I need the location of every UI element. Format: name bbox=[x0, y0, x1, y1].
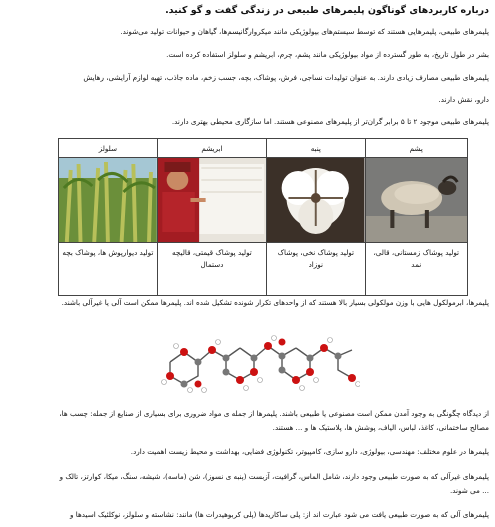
sheep-image bbox=[366, 158, 467, 242]
table-header-wool: پشم bbox=[365, 139, 467, 158]
paragraph-uses-line2: دارو، نقش دارند. bbox=[438, 95, 489, 104]
caption-cotton: تولید پوشاک نخی، پوشاک نوزاد bbox=[267, 243, 366, 296]
paragraph-cost: پلیمرهای طبیعی موجود ۲ تا ۵ برابر گران‌تر از پلیمرهای مصنوعی هستند. اما سازگاری محیطی بهتری دارند. bbox=[171, 117, 489, 126]
paragraph-history: بشر در طول تاریخ، به طور گسترده از مواد بیولوژیکی مانند پشم، چرم، ابریشم و سلولز استفاده کرده است. bbox=[166, 50, 489, 59]
cellulose-image-cell bbox=[59, 158, 158, 243]
caption-wool: تولید پوشاک زمستانی، قالی، نمد bbox=[365, 243, 467, 296]
caption-silk: تولید پوشاک قیمتی، قالیچه دستمال bbox=[157, 243, 266, 296]
polymer-table bbox=[58, 138, 468, 296]
table-header-cellulose: سلولز bbox=[59, 139, 158, 158]
caption-cellulose: تولید دیوارپوش ها، پوشاک بچه bbox=[59, 243, 158, 296]
paragraph-synthetic-natural-line1: از دیدگاه چگونگی به وجود آمدن ممکن است مصنوعی یا طبیعی باشند. پلیمرها از جمله ی مواد ضروری برای بسیاری از صنایع از جمله: چسب ها، bbox=[59, 409, 489, 418]
paragraph-inorganic-line1: پلیمرهای غیرآلی که به صورت طبیعی وجود دارند، شامل الماس، گرافیت، آزبست (پنبه ی نسوز)، شن (ماسه)، شیشه، سنگ، میکا، کوارتز، تالک و bbox=[59, 472, 489, 481]
paragraph-definition: پلیمرهای طبیعی، پلیمرهایی هستند که توسط سیستم‌های بیولوژیکی مانند میکروارگانیسم‌ها، گیاهان و حیوانات تولید می‌شوند. bbox=[120, 27, 489, 36]
cellulose-molecule-diagram bbox=[160, 322, 360, 394]
paragraph-organic: پلیمرهای آلی که به صورت طبیعی یافت می شود عبارت اند از: پلی ساکاریدها (پلی کربوهیدرات ها) مانند: نشاسته و سلولز، نوکلئیک اسیدها و bbox=[70, 510, 489, 519]
cotton-boll-image bbox=[267, 158, 365, 242]
paragraph-inorganic-line2: ... می شوند. bbox=[449, 486, 489, 495]
paragraph-uses-line1: پلیمرهای طبیعی مصارف زیادی دارند. به عنوان تولیدات نساجی، فرش، پوشاک، بچه، جسب زخم، ماده جاذب، تهیه لوازم آرایشی، رهایش bbox=[83, 73, 489, 82]
silk-image-cell bbox=[157, 158, 266, 243]
wool-image-cell bbox=[365, 158, 467, 243]
silk-weaver-image bbox=[158, 158, 266, 242]
table-header-silk: ابریشم bbox=[157, 139, 266, 158]
page-title: درباره کاربردهای گوناگون پلیمرهای طبیعی در زندگی گفت و گو کنید. bbox=[165, 5, 489, 16]
table-header-cotton: پنبه bbox=[267, 139, 366, 158]
paragraph-macromolecules: پلیمرها، ابرمولکول هایی با وزن مولکولی بسیار بالا هستند که از واحدهای تکرار شونده تشکیل شده اند. پلیمرها ممکن است آلی یا غیرآلی باشند. bbox=[61, 298, 489, 307]
sugarcane-image bbox=[59, 158, 157, 242]
cotton-image-cell bbox=[267, 158, 366, 243]
paragraph-sciences: پلیمرها در علوم مختلف: مهندسی، بیولوژی، دارو سازی، کامپیوتر، تکنولوژی فضایی، بهداشت و محیط زیست اهمیت دارد. bbox=[130, 447, 489, 456]
paragraph-synthetic-natural-line2: مصالح ساختمانی، کاغذ، لباس، الیاف، پوشش ها، پلاستیک ها و ... هستند. bbox=[272, 423, 489, 432]
